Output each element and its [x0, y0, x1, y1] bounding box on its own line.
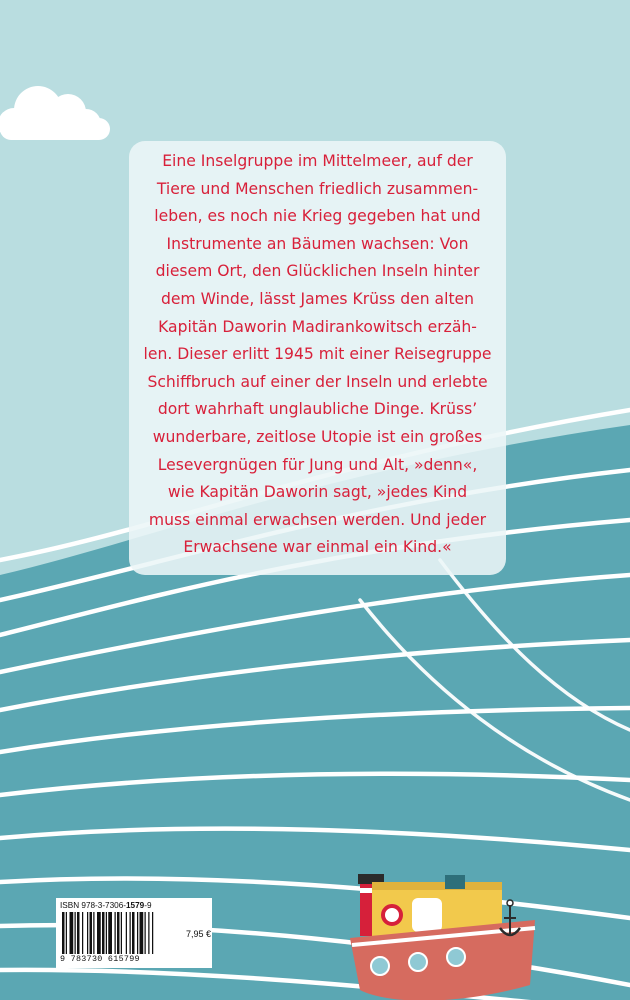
blurb-line: Instrumente an Bäumen wachsen: Von	[166, 234, 469, 253]
barcode-digits: 9 783730 615799	[60, 954, 140, 964]
blurb-line: Schiffbruch auf einer der Inseln und erlebte	[147, 372, 488, 391]
blurb-line: Kapitän Daworin Madirankowitsch erzäh-	[158, 317, 477, 336]
isbn-text	[60, 901, 152, 910]
blurb-line: len. Dieser erlitt 1945 mit einer Reisegruppe	[143, 345, 492, 364]
price-label: 7,95 €	[186, 929, 212, 939]
barcode-label	[56, 898, 212, 968]
blurb-line: leben, es noch nie Krieg gegeben hat und	[154, 207, 481, 226]
blurb-line: Lesevergnügen für Jung und Alt, »denn«,	[157, 455, 478, 474]
isbn-bold-part: 1579	[126, 901, 145, 910]
blurb-line: wie Kapitän Daworin sagt, »jedes Kind	[167, 483, 468, 502]
blurb-line: Eine Inselgruppe im Mittelmeer, auf der	[162, 152, 473, 170]
barcode-icon	[62, 912, 182, 954]
blurb-line: Erwachsene war einmal ein Kind.«	[183, 538, 452, 557]
isbn-suffix: -9	[144, 901, 152, 910]
blurb-text	[129, 148, 506, 562]
blurb-line: wunderbare, zeitlose Utopie ist ein großes	[152, 427, 483, 446]
blurb-line: muss einmal erwachsen werden. Und jeder	[148, 510, 487, 529]
blurb-line: Tiere und Menschen friedlich zusammen-	[156, 179, 479, 198]
blurb-line: dort wahrhaft unglaubliche Dinge. Krüss’	[157, 400, 478, 419]
isbn-prefix: ISBN 978-3-7306-	[60, 901, 126, 910]
blurb-line: diesem Ort, den Glücklichen Inseln hinter	[155, 262, 480, 281]
blurb-line: dem Winde, lässt James Krüss den alten	[160, 289, 475, 308]
